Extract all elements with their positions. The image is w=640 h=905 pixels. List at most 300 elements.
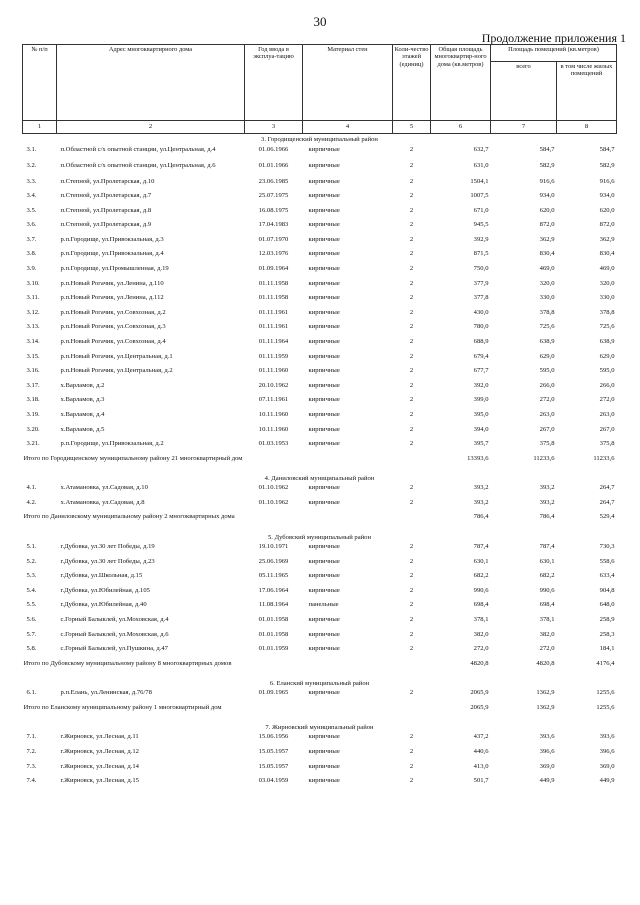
floors-cell: 2	[409, 440, 414, 448]
total-area-cell: 377,8	[473, 294, 489, 302]
row-number: 3.3.	[26, 177, 37, 185]
living-area-sum: 1255,6	[596, 703, 615, 711]
total-area-cell: 394,0	[473, 425, 489, 433]
row-number: 5.7.	[26, 630, 37, 638]
living-area-cell: 934,0	[599, 192, 615, 200]
row-number: 5.1.	[26, 542, 37, 550]
year-cell: 01.01.1966	[258, 161, 289, 169]
row-number: 3.20.	[26, 425, 40, 433]
section-title: 5. Дубовский муниципальный район	[268, 533, 371, 541]
row-number: 3.8.	[26, 250, 37, 258]
material-cell: кирпичные	[308, 440, 340, 448]
total-area-cell: 750,0	[473, 265, 489, 273]
header-material: Материал стен	[303, 45, 393, 121]
section-header-row	[23, 473, 617, 485]
material-cell: кирпичные	[308, 221, 340, 229]
floors-cell: 2	[409, 294, 414, 302]
table-row	[23, 265, 617, 280]
living-area-cell: 558,6	[599, 557, 615, 565]
year-cell: 05.11.1965	[258, 572, 289, 580]
living-area-cell: 330,0	[599, 294, 615, 302]
column-number: 2	[57, 121, 245, 134]
column-number: 8	[557, 121, 617, 134]
table-row	[23, 309, 617, 324]
floors-cell: 2	[409, 396, 414, 404]
living-area-cell: 730,3	[599, 542, 615, 550]
year-cell: 10.11.1960	[258, 411, 289, 418]
premises-area-cell: 362,9	[539, 235, 555, 243]
section-header-row	[23, 722, 617, 734]
material-cell: кирпичные	[308, 645, 340, 653]
header-premises-area: Площадь помещений (кв.метров)	[491, 45, 617, 62]
living-area-cell: 830,4	[599, 250, 615, 258]
living-area-cell: 1255,6	[596, 689, 615, 697]
floors-cell: 2	[409, 177, 414, 185]
living-area-cell: 267,0	[599, 425, 615, 433]
table-row	[23, 572, 617, 587]
section-total-row	[23, 660, 617, 678]
year-cell: 25.06.1969	[258, 557, 289, 565]
living-area-sum: 4176,4	[596, 659, 615, 667]
total-area-sum: 786,4	[473, 513, 489, 521]
address-cell: г.Жирновск, ул.Лесная, д.15	[60, 777, 139, 785]
material-cell: кирпичные	[308, 235, 340, 243]
table-row	[23, 484, 617, 499]
total-area-cell: 440,6	[473, 747, 489, 755]
total-area-sum: 13393,6	[467, 454, 489, 462]
material-cell: кирпичные	[308, 177, 340, 185]
year-cell: 01.01.1958	[258, 615, 289, 623]
address-cell: г.Жирновск, ул.Лесная, д.12	[60, 747, 139, 755]
living-area-cell: 584,7	[599, 145, 615, 153]
table-row	[23, 601, 617, 616]
row-number: 7.3.	[26, 762, 37, 770]
section-total-row	[23, 513, 617, 531]
floors-cell: 2	[409, 747, 414, 755]
table-row	[23, 411, 617, 426]
row-number: 7.2.	[26, 747, 37, 755]
floors-cell: 2	[409, 338, 414, 346]
year-cell: 01.06.1966	[258, 145, 289, 153]
year-cell: 01.07.1970	[258, 235, 289, 243]
table-row	[23, 353, 617, 368]
floors-cell: 2	[409, 601, 414, 609]
table-row	[23, 645, 617, 660]
living-area-cell: 362,9	[599, 235, 615, 243]
living-area-cell: 369,0	[599, 762, 615, 770]
total-area-cell: 430,0	[473, 308, 489, 316]
premises-area-cell: 787,4	[539, 542, 555, 550]
material-cell: кирпичные	[308, 279, 340, 287]
premises-area-cell: 620,0	[539, 206, 555, 214]
year-cell: 01.11.1960	[258, 367, 289, 375]
column-number: 5	[393, 121, 431, 134]
premises-area-cell: 682,2	[539, 572, 555, 580]
total-label: Итого по Даниловскому муниципальному району 2 многоквартирных дома	[23, 513, 235, 521]
total-label: Итого по Дубовскому муниципальному району 8 многоквартирных домов	[23, 659, 232, 667]
material-cell: кирпичные	[308, 689, 340, 697]
column-number: 3	[245, 121, 303, 134]
address-cell: х.Атамановка, ул.Садовая, д.10	[60, 484, 148, 492]
year-cell: 15.06.1956	[258, 733, 289, 741]
total-area-cell: 945,5	[473, 221, 489, 229]
year-cell: 03.04.1959	[258, 777, 289, 785]
premises-area-cell: 916,6	[539, 177, 555, 185]
table-row	[23, 236, 617, 251]
column-number: 6	[431, 121, 491, 134]
living-area-cell: 396,6	[599, 747, 615, 755]
living-area-cell: 595,0	[599, 367, 615, 375]
address-cell: р.п.Новый Рогачик, ул.Ленина, д.110	[60, 279, 164, 287]
floors-cell: 2	[409, 762, 414, 770]
premises-area-sum: 4820,8	[536, 659, 555, 667]
living-area-cell: 638,9	[599, 338, 615, 346]
address-cell: х.Варламов, д.5	[60, 425, 105, 433]
table-row	[23, 250, 617, 265]
year-cell: 01.09.1964	[258, 265, 289, 273]
row-number: 3.12.	[26, 308, 40, 316]
address-cell: р.п.Новый Рогачик, ул.Центральная, д.2	[60, 367, 173, 375]
living-area-cell: 320,0	[599, 279, 615, 287]
premises-area-cell: 990,6	[539, 586, 555, 594]
material-cell: кирпичные	[308, 586, 340, 594]
year-cell: 12.03.1976	[258, 250, 289, 258]
table-row	[23, 689, 617, 704]
total-area-cell: 631,0	[473, 161, 489, 169]
table-row	[23, 763, 617, 778]
living-area-cell: 258,9	[599, 615, 615, 623]
row-number: 3.17.	[26, 381, 40, 389]
header-total-area: Общая площадь многоквартир-ного дома (кв.метров)	[431, 45, 491, 121]
table-row	[23, 587, 617, 602]
row-number: 7.4.	[26, 777, 37, 785]
row-number: 3.9.	[26, 265, 37, 273]
total-area-cell: 1007,5	[470, 192, 489, 200]
material-cell: кирпичные	[308, 338, 340, 346]
row-number: 3.4.	[26, 192, 37, 200]
address-cell: п.Областной с/х опытной станции, ул.Центральная, д.6	[60, 161, 216, 169]
premises-area-cell: 469,0	[539, 265, 555, 273]
table-row	[23, 616, 617, 631]
floors-cell: 2	[409, 733, 414, 741]
header-living: в том числе жилых помещений	[557, 62, 617, 121]
table-row	[23, 338, 617, 353]
address-cell: р.п.Городище, ул.Промышленная, д.19	[60, 265, 169, 273]
total-area-sum: 4820,8	[470, 659, 489, 667]
row-number: 5.5.	[26, 601, 37, 609]
table-row	[23, 382, 617, 397]
living-area-cell: 629,0	[599, 352, 615, 360]
living-area-cell: 264,7	[599, 484, 615, 492]
premises-area-cell: 393,6	[539, 733, 555, 741]
total-area-cell: 679,4	[473, 352, 489, 360]
year-cell: 01.01.1958	[258, 630, 289, 638]
year-cell: 19.10.1971	[258, 542, 289, 550]
material-cell: кирпичные	[308, 323, 340, 331]
total-area-cell: 671,0	[473, 206, 489, 214]
living-area-cell: 872,0	[599, 221, 615, 229]
premises-area-cell: 378,8	[539, 308, 555, 316]
address-cell: р.п.Городище, ул.Привокзальная, д.4	[60, 250, 164, 258]
living-area-cell: 469,0	[599, 265, 615, 273]
section-title: 3. Городищенский муниципальный район	[261, 136, 378, 144]
total-area-cell: 392,0	[473, 381, 489, 389]
row-number: 5.4.	[26, 586, 37, 594]
premises-area-cell: 582,9	[539, 161, 555, 169]
total-area-cell: 393,2	[473, 498, 489, 506]
total-area-cell: 393,2	[473, 484, 489, 492]
premises-area-cell: 584,7	[539, 145, 555, 153]
premises-area-sum: 11233,6	[533, 454, 555, 462]
row-number: 3.11.	[26, 294, 40, 302]
address-cell: г.Дубовка, ул.Юбилейная, д.105	[60, 586, 150, 594]
table-row	[23, 367, 617, 382]
total-area-cell: 395,0	[473, 411, 489, 418]
material-cell: кирпичные	[308, 747, 340, 755]
table-row	[23, 192, 617, 207]
premises-area-cell: 449,9	[539, 777, 555, 785]
header-all: всего	[491, 62, 557, 121]
table-row	[23, 499, 617, 514]
section-header-row	[23, 531, 617, 543]
row-number: 3.1.	[26, 145, 37, 153]
address-cell: х.Варламов, д.2	[60, 381, 105, 389]
year-cell: 07.11.1961	[258, 396, 289, 404]
table-row	[23, 207, 617, 222]
address-cell: г.Жирновск, ул.Лесная, д.14	[60, 762, 139, 770]
year-cell: 11.08.1964	[258, 601, 289, 609]
total-area-cell: 871,5	[473, 250, 489, 258]
premises-area-cell: 267,0	[539, 425, 555, 433]
total-area-cell: 780,0	[473, 323, 489, 331]
living-area-cell: 904,8	[599, 586, 615, 594]
material-cell: кирпичные	[308, 367, 340, 375]
total-area-cell: 1504,1	[470, 177, 489, 185]
living-area-cell: 633,4	[599, 572, 615, 580]
table-row	[23, 543, 617, 558]
row-number: 5.2.	[26, 557, 37, 565]
appendix-continuation-title: Продолжение приложения 1	[481, 31, 626, 45]
living-area-cell: 449,9	[599, 777, 615, 785]
address-cell: р.п.Новый Рогачик, ул.Центральная, д.1	[60, 352, 173, 360]
row-number: 4.2.	[26, 498, 37, 506]
total-area-sum: 2065,9	[470, 703, 489, 711]
table-row	[23, 733, 617, 748]
column-number: 7	[491, 121, 557, 134]
year-cell: 01.11.1961	[258, 308, 289, 316]
premises-area-cell: 595,0	[539, 367, 555, 375]
floors-cell: 2	[409, 586, 414, 594]
column-number: 1	[23, 121, 57, 134]
premises-area-cell: 393,2	[539, 498, 555, 506]
floors-cell: 2	[409, 206, 414, 214]
address-cell: с.Горный Балыклей, ул.Моховская, д.4	[60, 615, 169, 623]
table-row	[23, 280, 617, 295]
section-total-row	[23, 455, 617, 473]
address-cell: п.Степной, ул.Пролетарская, д.8	[60, 206, 152, 214]
floors-cell: 2	[409, 542, 414, 550]
total-area-cell: 399,0	[473, 396, 489, 404]
material-cell: кирпичные	[308, 396, 340, 404]
premises-area-cell: 393,2	[539, 484, 555, 492]
table-row	[23, 178, 617, 193]
row-number: 5.6.	[26, 615, 37, 623]
address-cell: р.п.Городище, ул.Привокзальная, д.2	[60, 440, 164, 448]
floors-cell: 2	[409, 777, 414, 785]
year-cell: 15.05.1957	[258, 747, 289, 755]
floors-cell: 2	[409, 192, 414, 200]
address-cell: р.п.Новый Рогачик, ул.Совхозная, д.4	[60, 338, 166, 346]
premises-area-cell: 638,9	[539, 338, 555, 346]
section-total-row	[23, 704, 617, 722]
total-area-cell: 677,7	[473, 367, 489, 375]
year-cell: 10.11.1960	[258, 425, 289, 433]
address-cell: р.п.Новый Рогачик, ул.Совхозная, д.3	[60, 323, 166, 331]
header-year: Год ввода в эксплуа-тацию	[245, 45, 303, 121]
row-number: 3.10.	[26, 279, 40, 287]
row-number: 5.8.	[26, 645, 37, 653]
table-row	[23, 426, 617, 441]
table-row	[23, 396, 617, 411]
row-number: 3.18.	[26, 396, 40, 404]
material-cell: панельные	[308, 601, 339, 609]
section-title: 4. Даниловский муниципальный район	[264, 474, 375, 482]
total-area-cell: 2065,9	[470, 689, 489, 697]
material-cell: кирпичные	[308, 777, 340, 785]
year-cell: 01.10.1962	[258, 498, 289, 506]
total-area-cell: 682,2	[473, 572, 489, 580]
total-area-cell: 501,7	[473, 777, 489, 785]
floors-cell: 2	[409, 250, 414, 258]
table-row	[23, 748, 617, 763]
total-area-cell: 787,4	[473, 542, 489, 550]
year-cell: 20.10.1962	[258, 381, 289, 389]
total-area-cell: 413,0	[473, 762, 489, 770]
floors-cell: 2	[409, 323, 414, 331]
floors-cell: 2	[409, 484, 414, 492]
year-cell: 01.11.1959	[258, 352, 289, 360]
year-cell: 01.11.1964	[258, 338, 289, 346]
living-area-cell: 272,0	[599, 396, 615, 404]
table-header	[23, 45, 617, 134]
material-cell: кирпичные	[308, 498, 340, 506]
living-area-sum: 11233,6	[593, 454, 615, 462]
material-cell: кирпичные	[308, 425, 340, 433]
living-area-cell: 582,9	[599, 161, 615, 169]
table-row	[23, 294, 617, 309]
floors-cell: 2	[409, 411, 414, 418]
floors-cell: 2	[409, 645, 414, 653]
material-cell: кирпичные	[308, 615, 340, 623]
header-address: Адрес многоквартирного дома	[57, 45, 245, 121]
address-cell: г.Дубовка, ул.30 лет Победы, д.23	[60, 557, 155, 565]
premises-area-cell: 396,6	[539, 747, 555, 755]
total-label: Итого по Городищенскому муниципальному району 21 многоквартирный дом	[23, 454, 243, 462]
row-number: 3.13.	[26, 323, 40, 331]
address-cell: х.Варламов, д.3	[60, 396, 105, 404]
table-row	[23, 440, 617, 455]
year-cell: 15.05.1957	[258, 762, 289, 770]
material-cell: кирпичные	[308, 145, 340, 153]
premises-area-cell: 934,0	[539, 192, 555, 200]
premises-area-cell: 266,0	[539, 381, 555, 389]
address-cell: р.п.Новый Рогачик, ул.Ленина, д.112	[60, 294, 164, 302]
address-cell: п.Степной, ул.Пролетарская, д.10	[60, 177, 155, 185]
address-cell: р.п.Городище, ул.Привокзальная, д.3	[60, 235, 164, 243]
floors-cell: 2	[409, 557, 414, 565]
address-cell: п.Степной, ул.Пролетарская, д.9	[60, 221, 152, 229]
section-title: 6. Еланский муниципальный район	[269, 679, 370, 687]
section-title: 7. Жирновский муниципальный район	[265, 723, 374, 731]
premises-area-cell: 630,1	[539, 557, 555, 565]
year-cell: 01.11.1958	[258, 279, 289, 287]
total-area-cell: 990,6	[473, 586, 489, 594]
premises-area-cell: 272,0	[539, 396, 555, 404]
year-cell: 25.07.1975	[258, 192, 289, 200]
living-area-sum: 529,4	[599, 513, 615, 521]
row-number: 7.1.	[26, 733, 37, 741]
premises-area-cell: 330,0	[539, 294, 555, 302]
header-floors: Коли-чество этажей (единиц)	[393, 45, 431, 121]
table-row	[23, 221, 617, 236]
floors-cell: 2	[409, 367, 414, 375]
living-area-cell: 393,6	[599, 733, 615, 741]
floors-cell: 2	[409, 145, 414, 153]
premises-area-cell: 378,1	[539, 615, 555, 623]
living-area-cell: 184,1	[599, 645, 615, 653]
address-cell: г.Дубовка, ул.30 лет Победы, д.19	[60, 542, 155, 550]
material-cell: кирпичные	[308, 411, 340, 418]
floors-cell: 2	[409, 689, 414, 697]
living-area-cell: 264,7	[599, 498, 615, 506]
material-cell: кирпичные	[308, 192, 340, 200]
living-area-cell: 648,0	[599, 601, 615, 609]
header-number: № п/п	[23, 45, 57, 121]
table-row	[23, 777, 617, 792]
floors-cell: 2	[409, 265, 414, 273]
address-cell: р.п.Новый Рогачик, ул.Совхозная, д.2	[60, 308, 166, 316]
living-area-cell: 263,0	[599, 411, 615, 418]
premises-area-cell: 629,0	[539, 352, 555, 360]
year-cell: 16.08.1975	[258, 206, 289, 214]
material-cell: кирпичные	[308, 381, 340, 389]
table-row	[23, 323, 617, 338]
address-cell: г.Дубовка, ул.Юбилейная, д.40	[60, 601, 147, 609]
floors-cell: 2	[409, 308, 414, 316]
row-number: 4.1.	[26, 484, 37, 492]
premises-area-sum: 786,4	[539, 513, 555, 521]
address-cell: г.Жирновск, ул.Лесная, д.11	[60, 733, 139, 741]
living-area-cell: 916,6	[599, 177, 615, 185]
year-cell: 01.10.1962	[258, 484, 289, 492]
floors-cell: 2	[409, 352, 414, 360]
address-cell: с.Горный Балыклей, ул.Пушкина, д.47	[60, 645, 168, 653]
premises-area-cell: 698,4	[539, 601, 555, 609]
table-row	[23, 631, 617, 646]
section-header-row	[23, 678, 617, 690]
premises-area-cell: 872,0	[539, 221, 555, 229]
premises-area-cell: 382,0	[539, 630, 555, 638]
section-header-row	[23, 134, 617, 146]
row-number: 3.6.	[26, 221, 37, 229]
table-body	[23, 134, 617, 792]
page-number: 30	[313, 14, 327, 29]
living-area-cell: 620,0	[599, 206, 615, 214]
table-row	[23, 146, 617, 162]
premises-area-cell: 725,6	[539, 323, 555, 331]
material-cell: кирпичные	[308, 250, 340, 258]
floors-cell: 2	[409, 572, 414, 580]
